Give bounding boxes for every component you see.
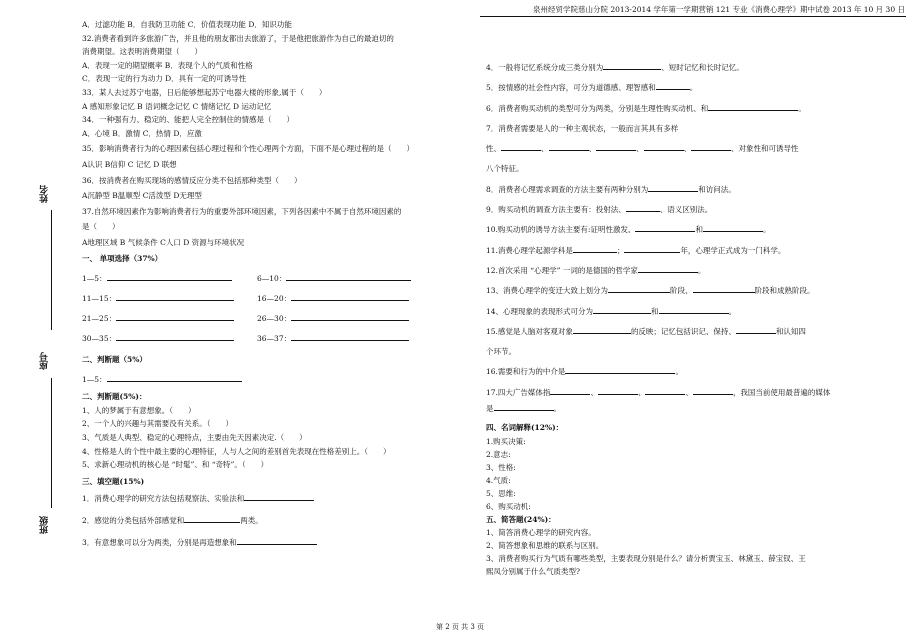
fill-item (486, 80, 896, 96)
section-title: 四、名词解释(12%)： (486, 423, 564, 433)
fill-blank[interactable] (693, 386, 733, 395)
answer-blank[interactable] (116, 312, 234, 321)
answer-blank[interactable] (116, 292, 234, 301)
section-title: 三、填空题(15%) (82, 476, 145, 486)
fill-text: ，我国当前使用最普遍的媒体 (732, 387, 831, 397)
answer-blank[interactable] (286, 272, 411, 281)
fill-text: 10.购买动机的诱导方法主要有:证明性激发、 (486, 225, 636, 235)
fill-text: 13、消费心理学的变迁大致上划分为 (486, 286, 609, 296)
fill-blank[interactable] (703, 223, 763, 232)
fill-item: 八个特征。 (486, 164, 524, 174)
q36-options: A沉静型 B温顺型 C活泼型 D无理型 (82, 191, 202, 201)
fill-text: ； (616, 245, 625, 255)
fill-blank[interactable] (598, 386, 638, 395)
term-item: 1.购买决策: (486, 437, 526, 447)
fill-blank[interactable] (626, 203, 660, 212)
section-title: 五、简答题(24%)： (486, 515, 556, 525)
fill-blank[interactable] (608, 284, 670, 293)
fill-item (486, 101, 896, 117)
fill-text: 性、 (486, 144, 501, 154)
fill-item: 7．消费者需要是人的一种主观状态，一般而言其具有多样 (486, 123, 679, 133)
answer-label: 26—30： (257, 314, 292, 324)
section-title: 一、 单项选择（37%） (82, 253, 163, 263)
short-answer-item: 1、简答消费心理学的研究内容。 (486, 528, 596, 538)
q32-options: C．表现一定的行为动力 D．具有一定的可诱导性 (82, 74, 247, 84)
answer-blank[interactable] (116, 332, 234, 341)
answer-row (82, 373, 477, 387)
fill-item (486, 304, 896, 320)
answer-blank[interactable] (291, 332, 409, 341)
q34-options: A．心境 B．激情 C．热情 D．应激 (82, 128, 202, 138)
q37-options: A地理区域 B 气候条件 C人口 D 资源与环境状况 (82, 237, 245, 247)
short-answer-item: 熙凤分别属于什么气质类型? (486, 567, 581, 577)
fill-item (82, 492, 477, 506)
fill-text: 是 (486, 404, 494, 414)
fill-text: 。 (762, 225, 771, 235)
fill-item (486, 324, 896, 340)
fill-text: 、 (636, 144, 644, 154)
fill-text: 15.感觉是人脑对客观对象 (486, 326, 573, 336)
fill-text: 14、心理现象的表现形式可分为 (486, 306, 594, 316)
section-title: 二、判断题(5%)： (82, 392, 147, 402)
fill-blank[interactable] (550, 386, 590, 395)
fill-blank[interactable] (659, 305, 729, 314)
fill-blank[interactable] (501, 142, 541, 151)
fill-item (486, 364, 896, 380)
judge-item: 5、求新心理动机的核心是 “时髦”、和 “奇特”。（ ） (82, 460, 269, 470)
page-header: 泉州经贸学院慈山分院 2013-2014 学年第一学期营销 121 专业《消费心理学》期中试卷 2013 年 10 月 30 日 (532, 5, 905, 14)
fill-text: 。 (675, 367, 683, 377)
q37-stem: 是（ ） (82, 222, 120, 232)
fill-text: 3．有意想象可以分为两类，分别是再造想象和 (82, 537, 237, 547)
answer-blank[interactable] (107, 272, 232, 281)
left-column (82, 18, 477, 549)
q36-stem: 36．按消费者在购买现场的感情反应分类不包括那种类型（ ） (82, 175, 302, 185)
fill-blank[interactable] (656, 81, 690, 90)
fill-blank[interactable] (691, 142, 731, 151)
term-item: 2.意志: (486, 450, 511, 460)
term-item: 6、购买动机: (486, 502, 531, 512)
short-answer-item: 3、消费者购买行为气质有哪些类型，主要表现分别是什么？请分析贾宝玉、林黛玉、薛宝钗、王 (486, 554, 806, 564)
fill-item (486, 182, 896, 198)
fill-text: 、 (590, 387, 598, 397)
fill-text: 年，心理学正式成为一门科学。 (680, 245, 786, 255)
fill-text: 、语义区别法。 (659, 205, 713, 215)
fill-blank[interactable] (596, 142, 636, 151)
fill-text: 和访问法。 (698, 184, 736, 194)
fill-blank[interactable] (549, 142, 589, 151)
q31-options: A．过滤功能 B．自我防卫功能 C．价值表现功能 D．知识功能 (82, 20, 292, 29)
fill-text: 阶段和成熟阶段。 (754, 286, 815, 296)
fill-text: 17.四大广告媒体指 (486, 387, 551, 397)
fill-text: 1．消费心理学的研究方法包括观察法、实验法和 (82, 494, 245, 504)
fill-item: 个环节。 (486, 347, 516, 357)
short-answer-item: 2、简答想象和思维的联系与区别。 (486, 541, 604, 551)
q33-stem: 33．某人去过苏宁电器，日后能够想起苏宁电器大楼的形象,属于（ ） (82, 87, 327, 97)
fill-text: 、对象性和可诱导性 (731, 144, 799, 154)
judge-item: 4、性格是人的个性中最主要的心理特征，人与人之间的差别首先表现在性格差别上。（ ） (82, 446, 391, 456)
right-column (486, 60, 896, 578)
fill-blank[interactable] (237, 536, 317, 545)
fill-text: 阶段、 (670, 286, 693, 296)
term-item: 5、思维: (486, 489, 516, 499)
fill-blank[interactable] (635, 223, 695, 232)
side-line (51, 210, 52, 330)
answer-label: 11—15： (82, 294, 117, 304)
fill-blank[interactable] (638, 264, 698, 273)
term-item: 3、性格: (486, 463, 516, 473)
answer-label: 36—37： (257, 334, 292, 344)
fill-item (486, 385, 896, 401)
fill-text: 、 (637, 387, 646, 397)
fill-text: 两类。 (240, 516, 263, 526)
fill-blank[interactable] (184, 514, 240, 523)
term-item: 4.气质: (486, 476, 511, 486)
fill-item (82, 514, 477, 528)
fill-text: 、 (683, 144, 691, 154)
side-label-seat: 座号 (40, 352, 50, 370)
fill-blank[interactable] (693, 284, 755, 293)
q32-options: A．表现一定的期望概率 B．表现个人的气质和性格 (82, 60, 253, 70)
fill-text: 。 (689, 83, 698, 93)
section-title: 二、判断题（5%） (82, 355, 147, 365)
fill-blank[interactable] (573, 244, 617, 253)
fill-text: 、 (685, 387, 693, 397)
answer-blank[interactable] (291, 292, 409, 301)
q33-options: A 感知形象记忆 B 语词概念记忆 C 情绪记忆 D 运动记忆 (82, 101, 272, 111)
fill-blank[interactable] (244, 492, 314, 501)
answer-label: 30—35： (82, 334, 117, 344)
judge-item: 3、气质是人典型、稳定的心理特点，主要由先天因素决定.（ ） (82, 433, 307, 443)
fill-text: 5．按情感的社会性内容，可分为道德感、理智感和 (486, 83, 656, 93)
fill-blank[interactable] (603, 61, 661, 70)
fill-blank[interactable] (624, 244, 680, 253)
fill-text: 11.消费心理学起源学科是 (486, 245, 573, 255)
fill-text: 。 (553, 404, 561, 414)
judge-item: 2、一个人的兴趣与其需要没有关系。（ ） (82, 419, 234, 429)
fill-text: 2．感觉的分类包括外部感觉和 (82, 516, 185, 526)
answer-label: 1—5： (82, 374, 107, 384)
side-line (51, 378, 52, 508)
fill-text: 16.需要和行为的中介是 (486, 367, 566, 377)
fill-text: 9．购买动机的调查方法主要有：投射法、 (486, 205, 626, 215)
fill-text: 、 (541, 144, 549, 154)
fill-text: 12.首次采用 “心理学” 一词的是德国的哲学家 (486, 265, 638, 275)
fill-blank[interactable] (565, 365, 675, 374)
answer-label: 16—20： (257, 294, 292, 304)
answer-label: 1—5： (82, 274, 107, 284)
fill-item (486, 141, 896, 157)
fill-item (486, 243, 896, 259)
fill-text: 、短时记忆和长时记忆。 (661, 63, 744, 72)
fill-text: 、 (588, 144, 596, 154)
q32-stem: 32.消费者看到许多旅游广告，并且他的朋友都出去旅游了，于是他把旅游作为自己的最迫切的 (82, 33, 394, 43)
fill-blank[interactable] (736, 325, 776, 334)
side-label-class: 班级 (40, 516, 50, 534)
answer-label: 21—25： (82, 314, 117, 324)
fill-item (486, 401, 896, 417)
fill-text: 。 (798, 103, 806, 113)
fill-item (486, 60, 896, 76)
fill-text: 6．消费者购买动机的类型可分为两类，分别是生理性购买动机、和 (486, 103, 709, 113)
fill-blank[interactable] (708, 102, 798, 111)
fill-blank[interactable] (645, 386, 685, 395)
fill-item (486, 202, 896, 218)
fill-text: 的反映；记忆包括识记、保持、 (630, 326, 736, 336)
answer-grid (82, 269, 477, 349)
fill-item (486, 263, 896, 279)
judge-item: 1、人的梦属于有意想象。（ ） (82, 405, 196, 415)
q35-options: A认识 B信仰 C 记忆 D 联想 (82, 159, 177, 169)
fill-text: 8．消费者心理需求调查的方法主要有两种分别为 (486, 184, 649, 194)
fill-blank[interactable] (593, 305, 651, 314)
answer-blank[interactable] (107, 373, 242, 382)
fill-blank[interactable] (644, 142, 684, 151)
q35-stem: 35．影响消费者行为的心理因素包括心理过程和个性心理两个方面，下面不是心理过程的是（ ） (82, 144, 415, 154)
page-number: 第 2 页 共 3 页 (435, 623, 485, 631)
fill-blank[interactable] (573, 325, 631, 334)
q32-stem: 消费期望。这表明消费期望（ ） (82, 47, 202, 57)
fill-item (486, 283, 896, 299)
fill-item (486, 222, 896, 238)
q37-stem: 37.自然环境因素作为影响消费者行为的重要外部环境因素，下列各因素中不属于自然环境因素的 (82, 206, 402, 216)
fill-text: 。 (697, 265, 706, 275)
fill-item (82, 536, 477, 550)
answer-label: 6—10： (257, 274, 287, 284)
side-label-name: 姓名 (40, 185, 50, 203)
header-rule (480, 16, 906, 17)
fill-text: 。 (728, 306, 737, 316)
answer-blank[interactable] (291, 312, 409, 321)
fill-blank[interactable] (648, 183, 698, 192)
fill-blank[interactable] (494, 402, 554, 411)
fill-text: 4．一般将记忆系统分成三类分别为 (486, 63, 604, 72)
fill-text: 和认知四 (775, 326, 806, 336)
q34-stem: 34．一种强有力、稳定的、能把人完全控制住的情感是（ ） (82, 115, 295, 125)
fill-text: 和 (651, 306, 659, 316)
fill-text: 和 (695, 225, 703, 235)
